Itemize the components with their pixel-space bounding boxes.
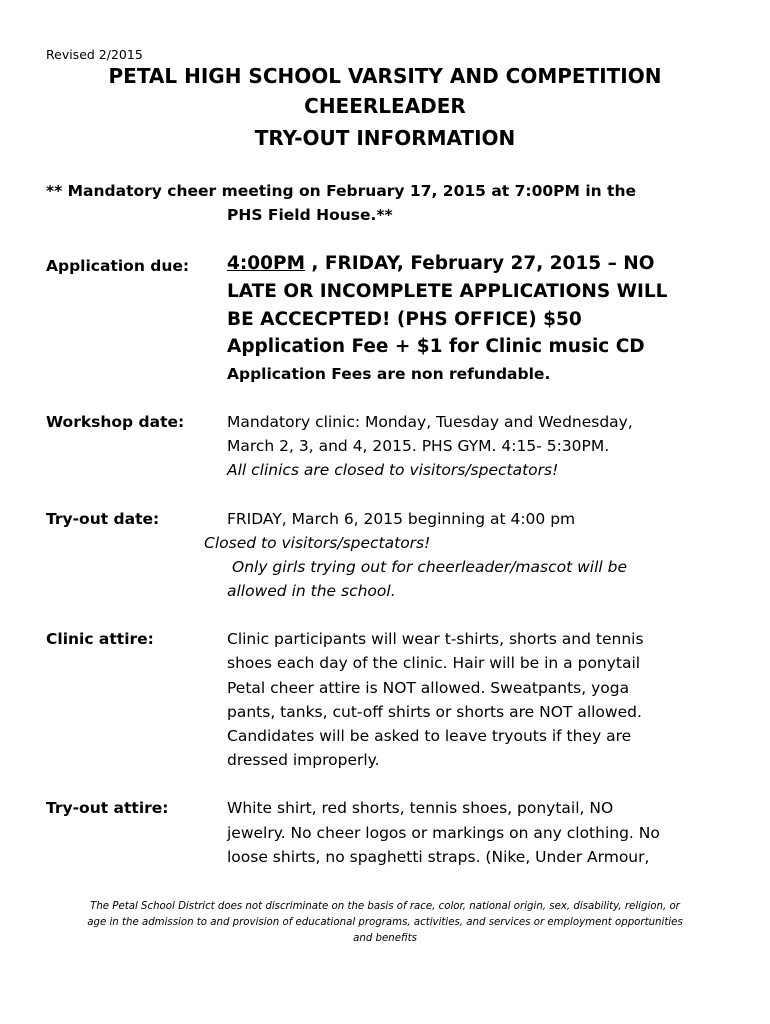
meeting-notice-line-1: ** Mandatory cheer meeting on February 17, 2015 at 7:00PM in the [46,182,637,200]
clinic-attire-line: pants, tanks, cut-off shirts or shorts are NOT allowed. [227,703,642,721]
application-due-date: , FRIDAY, February 27, 2015 – NO [304,253,655,274]
clinic-attire-line: Candidates will be asked to leave tryouts if they are [227,727,632,745]
workshop-line-3: All clinics are closed to visitors/spectators! [227,461,559,479]
application-due-line-2: LATE OR INCOMPLETE APPLICATIONS WILL [227,281,668,302]
clinic-attire-line: dressed improperly. [227,751,380,769]
clinic-attire-line: Petal cheer attire is NOT allowed. Sweatpants, yoga [227,679,630,697]
tryout-date-line-3: Only girls trying out for cheerleader/mascot will be [232,558,628,576]
application-due-line-3: BE ACCECPTED! (PHS OFFICE) $50 [227,309,582,330]
tryout-attire-line: White shirt, red shorts, tennis shoes, ponytail, NO [227,799,614,817]
tryout-date-line-2: Closed to visitors/spectators! [204,534,431,552]
application-due-time: 4:00PM [227,253,305,274]
tryout-attire-label: Try-out attire: [46,799,169,817]
workshop-line-1: Mandatory clinic: Monday, Tuesday and Wednesday, [227,413,633,431]
nondiscrimination-footer-line-1: The Petal School District does not discriminate on the basis of race, color, national origin, sex, disability, religion, or [90,901,680,912]
nondiscrimination-footer-line-2: age in the admission to and provision of educational programs, activities, and services or employment opportunities [87,917,683,928]
application-fee-note: Application Fees are non refundable. [227,365,551,383]
document-title-line-3: TRY-OUT INFORMATION [254,126,516,150]
workshop-date-label: Workshop date: [46,413,185,431]
tryout-attire-line: jewelry. No cheer logos or markings on any clothing. No [227,824,660,842]
tryout-date-label: Try-out date: [46,510,160,528]
document-title-line-2: CHEERLEADER [304,94,466,118]
application-due-label: Application due: [46,257,190,275]
tryout-date-line-4: allowed in the school. [227,582,396,600]
tryout-date-line-1: FRIDAY, March 6, 2015 beginning at 4:00 pm [227,510,576,528]
meeting-notice-line-2: PHS Field House.** [227,206,393,224]
nondiscrimination-footer-line-3: and benefits [353,933,417,944]
document-title-line-1: PETAL HIGH SCHOOL VARSITY AND COMPETITION [108,64,662,88]
tryout-attire-line: loose shirts, no spaghetti straps. (Nike, Under Armour, [227,848,650,866]
application-due-line-4: Application Fee + $1 for Clinic music CD [227,336,645,357]
clinic-attire-line: shoes each day of the clinic. Hair will be in a ponytail [227,654,641,672]
workshop-line-2: March 2, 3, and 4, 2015. PHS GYM. 4:15- 5:30PM. [227,437,610,455]
clinic-attire-label: Clinic attire: [46,630,154,648]
revised-date: Revised 2/2015 [46,47,143,62]
application-due-line-1 [227,253,655,274]
clinic-attire-line: Clinic participants will wear t-shirts, shorts and tennis [227,630,644,648]
